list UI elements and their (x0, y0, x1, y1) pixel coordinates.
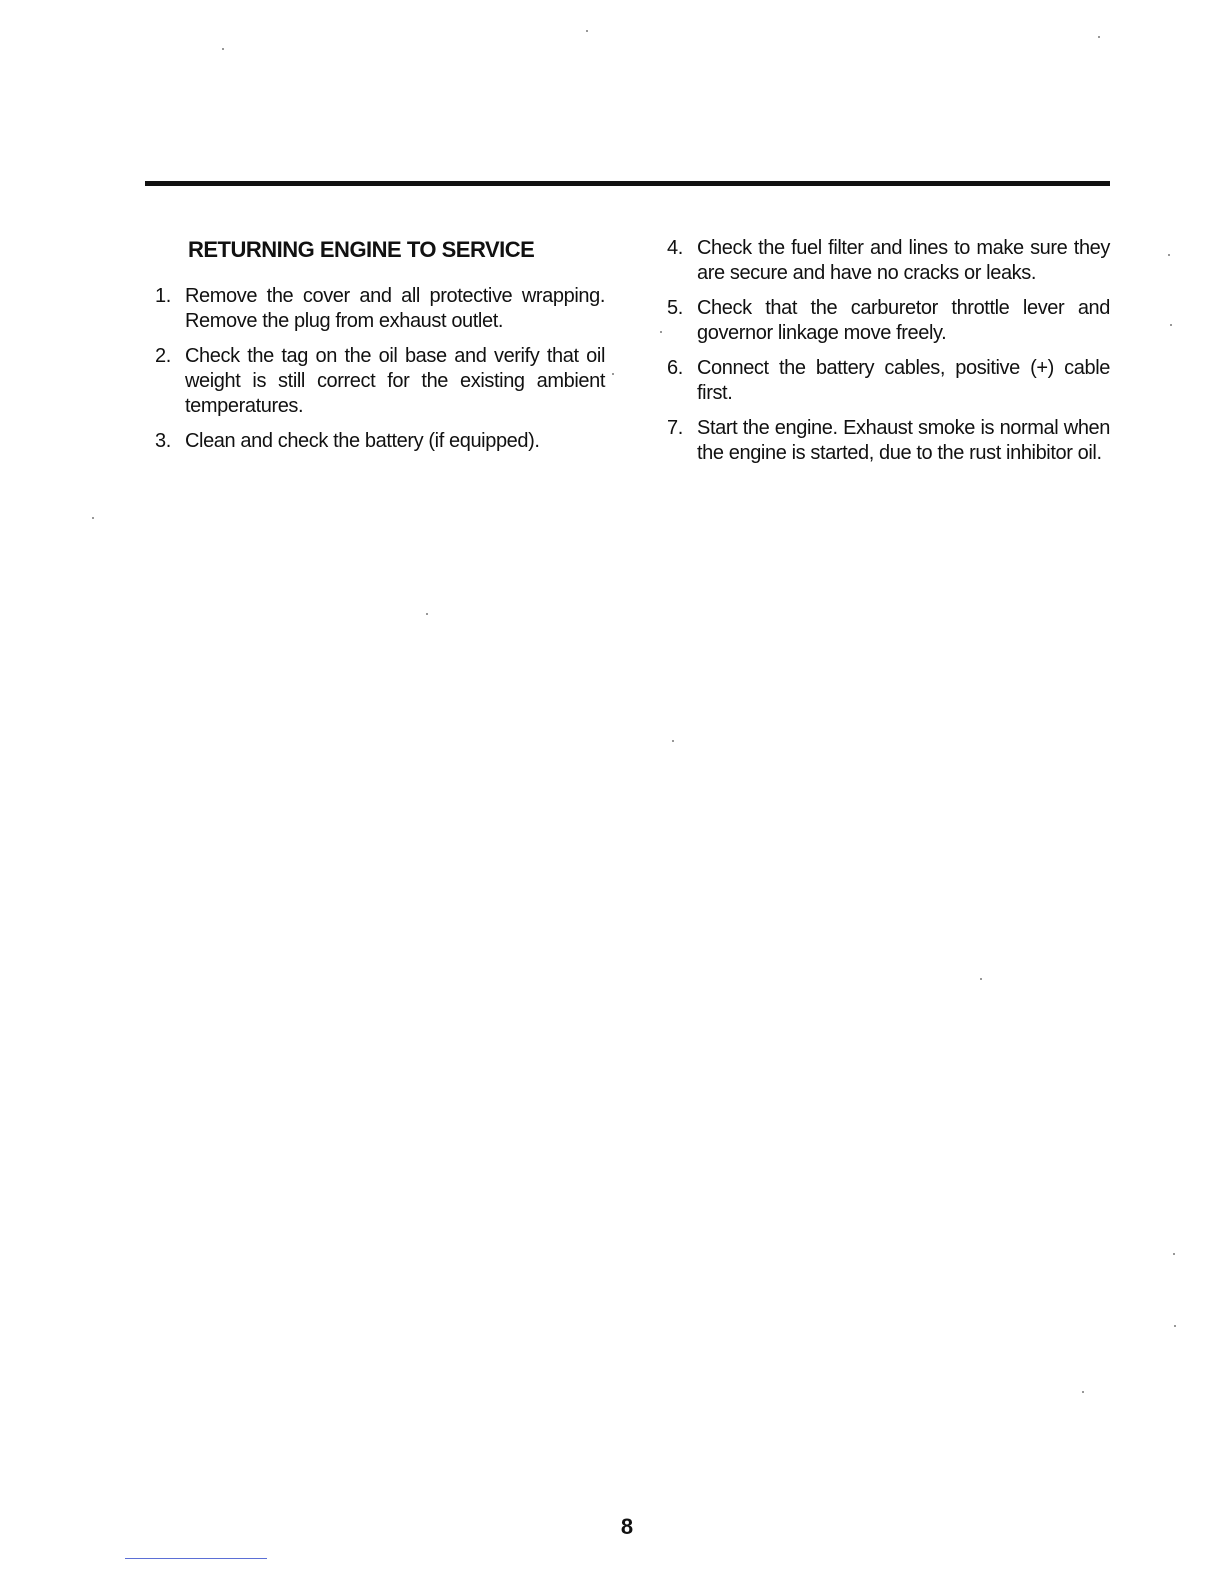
step-number: 6. (667, 357, 683, 379)
section-heading: RETURNING ENGINE TO SERVICE (188, 237, 535, 262)
list-item (667, 296, 1110, 346)
steps-list-left (155, 284, 605, 454)
list-item (667, 236, 1110, 286)
step-text: Clean and check the battery (if equipped). (185, 430, 540, 452)
scan-speck (1174, 1325, 1176, 1327)
step-number: 5. (667, 297, 683, 319)
list-item (667, 356, 1110, 406)
step-number: 3. (155, 430, 171, 452)
scan-speck (672, 740, 674, 742)
steps-list-right (667, 236, 1110, 466)
footer-link-underline (125, 1558, 267, 1559)
scan-speck (612, 373, 614, 375)
scan-speck (660, 331, 662, 333)
step-text: Start the engine. Exhaust smoke is normal when the engine is started, due to the rust inhibitor oil. (697, 417, 1110, 464)
list-item (155, 344, 605, 419)
scan-speck (1168, 254, 1170, 256)
scan-speck (1098, 36, 1100, 38)
scan-speck (92, 517, 94, 519)
step-text: Remove the cover and all protective wrapping. Remove the plug from exhaust outlet. (185, 285, 605, 332)
scan-speck (586, 30, 588, 32)
scan-speck (222, 48, 224, 50)
list-item (155, 429, 605, 454)
scan-speck (1173, 1253, 1175, 1255)
step-text: Connect the battery cables, positive (+) cable first. (697, 357, 1110, 404)
scan-speck (1170, 324, 1172, 326)
step-number: 7. (667, 417, 683, 439)
list-item (667, 416, 1110, 466)
right-column (667, 236, 1110, 476)
step-text: Check the fuel filter and lines to make sure they are secure and have no cracks or leaks. (697, 237, 1110, 284)
step-number: 2. (155, 345, 171, 367)
scan-speck (426, 613, 428, 615)
scan-speck (1082, 1391, 1084, 1393)
step-number: 1. (155, 285, 171, 307)
left-column (155, 236, 605, 464)
list-item (155, 284, 605, 334)
step-text: Check that the carburetor throttle lever and governor linkage move freely. (697, 297, 1110, 344)
step-text: Check the tag on the oil base and verify that oil weight is still correct for the existing ambient temperatures. (185, 345, 605, 417)
header-rule (145, 181, 1110, 186)
step-number: 4. (667, 237, 683, 259)
page-number: 8 (620, 1514, 634, 1539)
scan-speck (980, 978, 982, 980)
